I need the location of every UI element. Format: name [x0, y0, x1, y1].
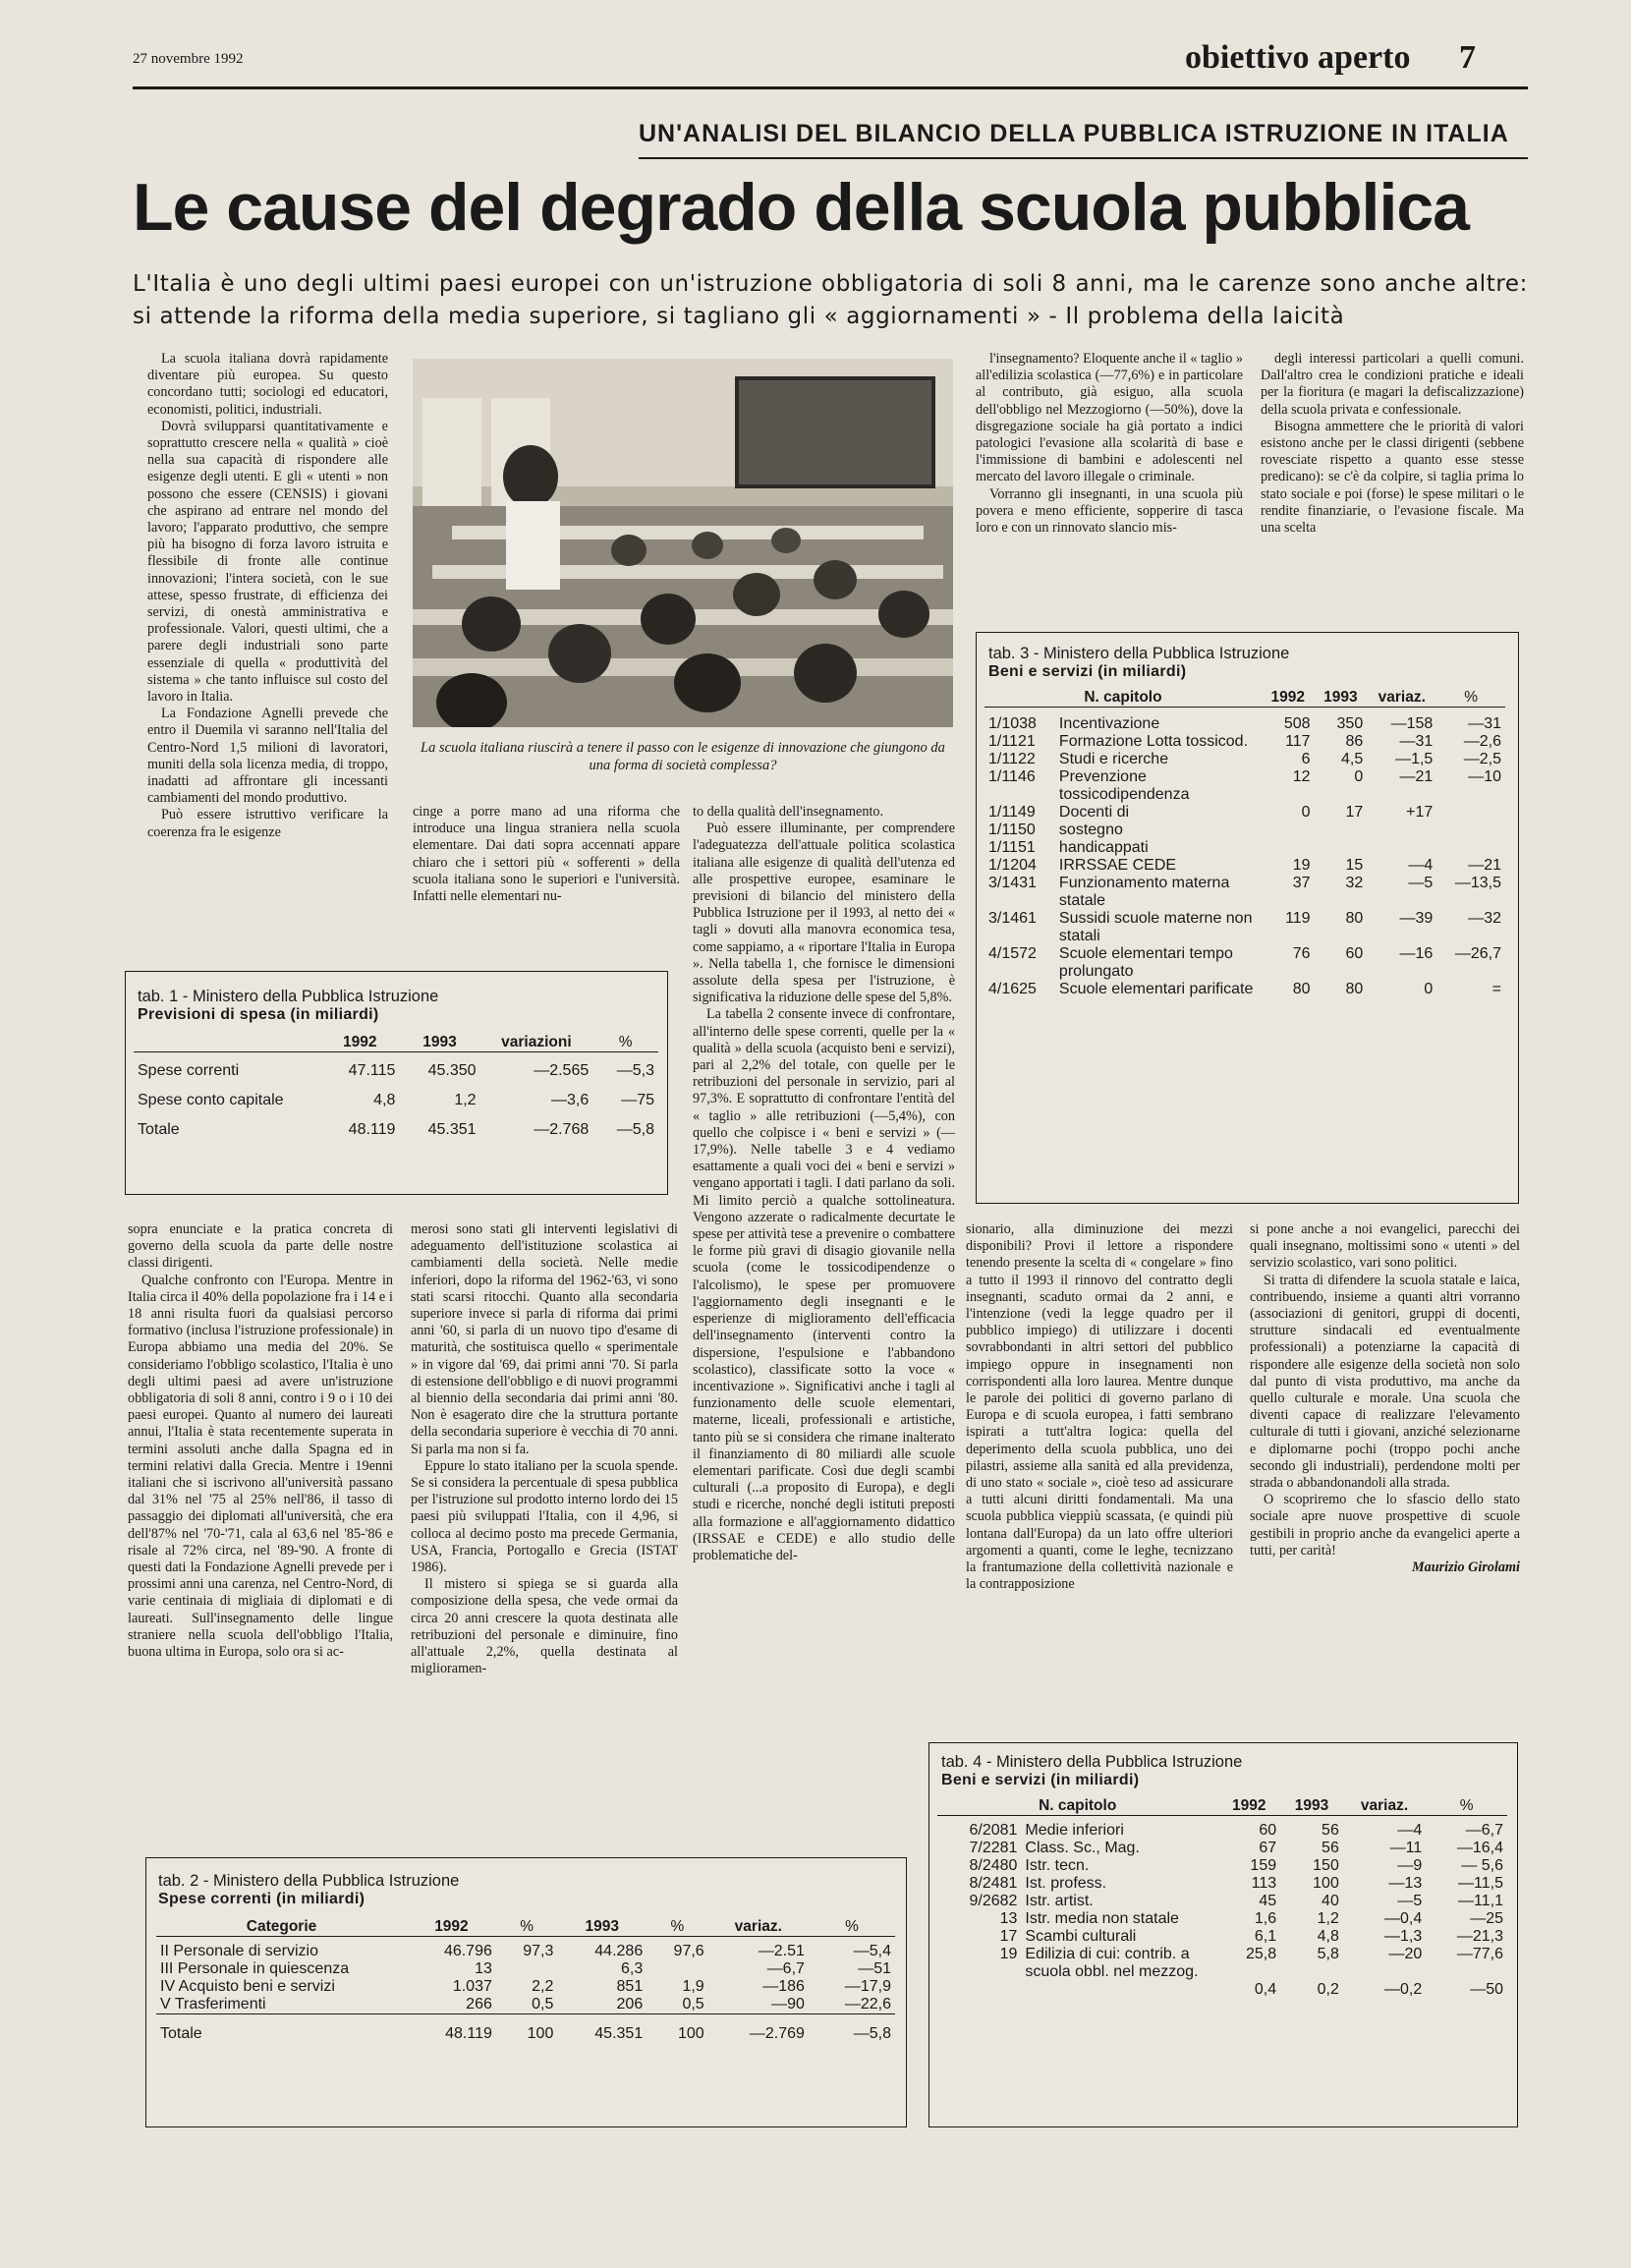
classroom-image: [413, 359, 953, 727]
table-row: Spese conto capitale 4,8 1,2 —3,6 —75: [138, 1091, 654, 1108]
col-header: %: [1464, 689, 1479, 706]
table-row: 1/1151 handicappati: [988, 838, 1149, 856]
table-subtitle: Spese correnti (in miliardi): [158, 1891, 366, 1907]
table-3-grid: [984, 689, 1505, 998]
table-row: 9/2682 Istr. artist. 45 40 —5 —11,1: [969, 1892, 1503, 1909]
table-row: 8/2481 Ist. profess. 113 100 —13 —11,5: [969, 1874, 1503, 1892]
table-row: 3/1431 Funzionamento materna statale 37 32 —5 —13,5: [988, 874, 1501, 909]
text-column-5: [1261, 351, 1524, 604]
col-header: %: [1459, 1797, 1474, 1814]
table-row: 3/1461 Sussidi scuole materne non statali 119 80 —39 —32: [988, 909, 1501, 944]
table-row: 17 Scambi culturali 6,1 4,8 —1,3 —21,3: [999, 1927, 1503, 1945]
text-column-4: [976, 351, 1243, 604]
table-row: 0,4 0,2 —0,2 —50: [1254, 1980, 1503, 1998]
paragraph: cinge a porre mano ad una riforma che introduce una lingua straniera nella scuola elementare. Dai dati sopra accennati appare chiaro che i settori più « sofferenti » della scuola italiana sono le superiori e l'università. Infatti nelle elementari nu-: [413, 804, 680, 905]
col-header: 1993: [422, 1034, 457, 1050]
table-2: [145, 1857, 907, 2127]
paragraph: sopra enunciate e la pratica concreta di governo della scuola da parte delle nostre classi dirigenti.: [128, 1221, 393, 1272]
header-rule: [133, 86, 1528, 89]
col-header: %: [520, 1918, 534, 1935]
table-header-row: [937, 1797, 1507, 1816]
paragraph: Dovrà svilupparsi quantitativamente e soprattutto crescere nella « qualità » cioè nella sua capacità di rispondere alle esigenze degli utenti. E gli « utenti » non possono che essere (CENSIS) i giovani che aspirano ad entrare nel mondo del lavoro; l'apparato produttivo, che sempre più ha bisogno di forza lavoro istruita e flessibile di fronte alle continue innovazioni; l'intera società, con le sue attese, spesso frustrate, di efficienza dei servizi, di onestà amministrativa e professionale. Valori, questi ultimi, che a parere degli industriali sono parte essenziale di quella « produttività del sistema » che tanto influisce sul costo del lavoro in Italia.: [147, 418, 388, 706]
article-kicker: UN'ANALISI DEL BILANCIO DELLA PUBBLICA ISTRUZIONE IN ITALIA: [639, 120, 1509, 147]
kicker-rule: [639, 157, 1528, 159]
col-header: variazioni: [501, 1034, 572, 1050]
col-header: 1992: [1232, 1797, 1266, 1814]
page-number: 7: [1459, 39, 1476, 76]
table-3: [976, 632, 1519, 1204]
col-header: [134, 1034, 320, 1052]
paragraph: to della qualità dell'insegnamento.: [693, 804, 884, 820]
col-header: 1993: [1323, 689, 1358, 706]
photo-caption: La scuola italiana riuscirà a tenere il passo con le esigenze di innovazione che giungono da una forma di società complessa?: [421, 740, 945, 773]
paragraph: Qualche confronto con l'Europa. Mentre in Italia circa il 40% della popolazione fra i 14 e i 18 anni risulta fuori da qualsiasi percorso formativo (inclusa l'istruzione professionale) in Europa abbiamo una media del 20%. Se consideriamo l'obbligo scolastico, l'Italia è uno degli ultimi paesi ad avere un'istruzione obbligatoria di soli 8 anni, contro i 9 o i 10 dei paesi europei. Quanto al numero dei laureati annui, l'Italia è stata recentemente superata in termini assoluti anche dalla Spagna ed in termini relativi dalla Grecia. Mentre i 19enni italiani che si iscrivono all'università passano dal 31% nel '75 al 25% nell'86, il tasso di passaggio dei diplomati all'università, che era dell'87% nel '70-'71, cala al 63,6 nel '85-'86 e risale al 72% circa, nel '89-'90. A fronte di questi dati la Fondazione Agnelli prevede per i prossimi anni una carenza, nel Centro-Nord, di varie centinaia di migliaia di diplomati e di laureati. Sull'insegnamento delle lingue straniere nella scuola dell'obbligo l'Italia, buona ultima in Europa, solo ora si ac-: [128, 1272, 393, 1661]
paragraph: La Fondazione Agnelli prevede che entro il Duemila vi saranno nell'Italia del Centro-Nord 1,5 milioni di lavoratori, muniti della sola licenza media, di troppo, inadatti ad affrontare gli incessanti cambiamenti del mondo produttivo.: [147, 706, 388, 807]
table-title: tab. 3 - Ministero della Pubblica Istruzione: [988, 645, 1290, 662]
col-header: 1993: [1294, 1797, 1329, 1814]
text-column-5-lower: [1250, 1221, 1520, 1723]
table-row: 1/1121 Formazione Lotta tossicod. 117 86 —31 —2,6: [988, 732, 1501, 750]
col-header: 1992: [1270, 689, 1305, 706]
table-row: 1/1204 IRRSSAE CEDE 19 15 —4 —21: [988, 856, 1501, 874]
classroom-photo: [413, 359, 953, 727]
table-4-grid: [937, 1797, 1507, 1999]
table-row: 1/1149 Docenti di 0 17 +17: [988, 803, 1434, 821]
table-title: tab. 4 - Ministero della Pubblica Istruzione: [941, 1753, 1243, 1771]
paragraph: l'insegnamento? Eloquente anche il « taglio » all'edilizia scolastica (—77,6%) e in particolare al contributo, già esiguo, alla scuola dell'obbligo nel Mezzogiorno (—50%), dove la disgregazione sociale ha già portato a indici patologici l'evasione alla scolarità di base e l'immissione di bambini e adolescenti nel mercato del lavoro illegale o criminale.: [976, 351, 1243, 485]
table-row: 4/1625 Scuole elementari parificate 80 80 0 =: [988, 980, 1501, 997]
table-row: IV Acquisto beni e servizi 1.037 2,2 851 1,9 —186 —17,9: [160, 1977, 891, 1995]
text-column-4-lower: [966, 1221, 1233, 1723]
col-header: 1992: [434, 1918, 469, 1935]
table-1-grid: [134, 1034, 658, 1151]
table-subtitle: Beni e servizi (in miliardi): [941, 1772, 1140, 1788]
table-row: 4/1572 Scuole elementari tempo prolungato 76 60 —16 —26,7: [988, 944, 1501, 980]
col-header: variaz.: [734, 1918, 782, 1935]
author-byline: Maurizio Girolami: [1412, 1559, 1520, 1576]
article-subheadline: L'Italia è uno degli ultimi paesi europei con un'istruzione obbligatoria di soli 8 anni, ma le carenze sono anche altre: si attende la riforma della media superiore, si tagliano gli « aggiornamenti » - Il problema della laicità: [133, 271, 1528, 329]
table-row: Totale 48.119 100 45.351 100 —2.769 —5,8: [160, 2025, 891, 2042]
col-header: %: [618, 1034, 633, 1050]
col-header: %: [670, 1918, 685, 1935]
table-row: 7/2281 Class. Sc., Mag. 67 56 —11 —16,4: [969, 1839, 1503, 1856]
text-column-1: [147, 351, 388, 967]
table-row: II Personale di servizio 46.796 97,3 44.286 97,6 —2.51 —5,4: [160, 1942, 891, 1959]
paragraph: O scopriremo che lo sfascio dello stato sociale apre nuove prospettive di scuole gestibili in proprio anche da evangelici aperte a tutti, per carità!: [1250, 1492, 1520, 1559]
col-header: N. capitolo: [1039, 1797, 1117, 1814]
table-title: tab. 1 - Ministero della Pubblica Istruzione: [138, 988, 439, 1005]
table-row: 1/1122 Studi e ricerche 6 4,5 —1,5 —2,5: [988, 750, 1501, 767]
table-title: tab. 2 - Ministero della Pubblica Istruzione: [158, 1872, 460, 1890]
table-4: [928, 1742, 1518, 2127]
paragraph: Vorranno gli insegnanti, in una scuola più povera e meno efficiente, sopperire di tasca loro e con un rinnovato slancio mis-: [976, 485, 1243, 537]
col-header: variaz.: [1360, 1797, 1409, 1814]
table-header-row: [984, 689, 1505, 708]
table-row: III Personale in quiescenza 13 6,3 —6,7 —51: [160, 1959, 891, 1977]
paragraph: Si tratta di difendere la scuola statale e laica, contribuendo, insieme a quanti altri vorranno (associazioni di genitori, gruppi di docenti, strutture sindacali ed eventualmente professionali) a potenziarne la capacità di rispondere alle esigenze della società non solo dal punto di vista produttivo, ma anche da quello culturale e morale. Una scuola che diventi capace di realizzare l'elevamento culturale di tutti i giovani, anziché selezionarne e diplomarne pochi (troppo pochi anche secondo gli industriali), perdendone molti per strada o abbandonandoli alla strada.: [1250, 1272, 1520, 1492]
table-row: 13 Istr. media non statale 1,6 1,2 —0,4 —25: [999, 1909, 1503, 1927]
text-column-2-lower: [411, 1221, 678, 1779]
text-column-1-lower: [128, 1221, 393, 1779]
table-row: 8/2480 Istr. tecn. 159 150 —9 — 5,6: [969, 1856, 1503, 1874]
article-headline: Le cause del degrado della scuola pubblica: [133, 170, 1469, 245]
table-header-row: [156, 1918, 895, 1937]
col-header: variaz.: [1378, 689, 1426, 706]
table-row: Totale 48.119 45.351 —2.768 —5,8: [138, 1120, 654, 1138]
col-header: N. capitolo: [1084, 689, 1162, 706]
issue-date: 27 novembre 1992: [133, 51, 244, 67]
paragraph: Può essere istruttivo verificare la coerenza fra le esigenze: [147, 807, 388, 840]
paragraph: degli interessi particolari a quelli comuni. Dall'altro crea le condizioni pratiche e ideali per la fioritura (e magari la defiscalizzazione) della scuola privata e confessionale.: [1261, 351, 1524, 418]
table-row: 1/1150 sostegno: [988, 821, 1123, 838]
table-row: 6/2081 Medie inferiori 60 56 —4 —6,7: [969, 1821, 1503, 1839]
paragraph: Può essere illuminante, per comprendere l'adeguatezza dell'attuale politica scolastica italiana alle esigenze di qualità dell'utenza ed alle prospettive europee, esaminare le previsioni di bilancio del ministero della Pubblica Istruzione per il 1993, al netto dei « tagli » dovuti alla manovra economica tesa, come sappiamo, a « riportare l'Italia in Europa ». Nella tabella 1, che fornisce le dimensioni assolute della spesa per l'istruzione, è significativa la riduzione delle spese del 5,8%.: [693, 821, 955, 1006]
table-row: 1/1038 Incentivazione 508 350 —158 —31: [988, 714, 1501, 732]
table-subtitle: Previsioni di spesa (in miliardi): [138, 1006, 379, 1023]
paragraph: Il mistero si spiega se si guarda alla composizione della spesa, che vede ormai da circa 20 anni crescere la quota destinata alle retribuzioni del personale e diminuire, fino all'attuale 2,2%, quella destinata al miglioramen-: [411, 1576, 678, 1677]
paragraph: merosi sono stati gli interventi legislativi di adeguamento dell'istituzione scolastica ai cambiamenti della società. Nelle medie inferiori, dopo la riforma del 1962-'63, vi sono stati scarsi ritocchi. Quanto alla secondaria superiore invece si parla di riforma dai primi anni '60, si parla di un nuovo tipo d'esame di maturità, che sostituisca quello « sperimentale » in vigore dal '69, dai primi anni '70. Si parla di estensione dell'obbligo e di nuovi programmi al biennio della secondaria dai primi anni '80. Non è esagerato dire che la struttura portante della secondaria superiore è vecchia di 70 anni. Si parla ma non si fa.: [411, 1221, 678, 1457]
table-2-grid: [156, 1918, 895, 2043]
table-row: Spese correnti 47.115 45.350 —2.565 —5,3: [138, 1061, 654, 1079]
paragraph: Eppure lo stato italiano per la scuola spende. Se si considera la percentuale di spesa pubblica per l'istruzione sul prodotto interno lordo dei 15 paesi più sviluppati l'Italia, con il 4,96, si colloca al decimo posto ma precede Germania, USA, Francia, Portogallo e Grecia (ISTAT 1986).: [411, 1457, 678, 1576]
paragraph: sionario, alla diminuzione dei mezzi disponibili? Provi il lettore a rispondere tenendo presente la scelta di « congelare » fino a tutto il 1993 il rinnovo del contratto degli insegnanti, scaduto ormai da 2 anni, e l'intenzione (vedi la legge quadro per il pubblico impiego) di utilizzare i docenti sovrabbondanti in altri settori del pubblico impiego oppure in insegnamenti non corrispondenti alla loro laurea. Mentre dunque le parole dei politici di governo parlano di Europa e di scuola europea, i fatti sembrano ispirati a tutt'altra logica: quella del deperimento della scuola pubblica, uno dei pilastri, assieme alla sanità ed alla previdenza, di uno stato « sociale », cioè teso ad assicurare a tutti alcuni diritti fondamentali. Ma una scuola pubblica vieppiù scassata, (e quindi più lontana dall'Europa) da un lato offre ulteriori argomenti a quanti, come le leghe, tecnizzano la frantumazione della collettività nazionale e la contrapposizione: [966, 1221, 1233, 1593]
col-header: 1992: [342, 1034, 377, 1050]
publication-name: obiettivo aperto: [1185, 39, 1411, 76]
table-row: V Trasferimenti 266 0,5 206 0,5 —90 —22,6: [156, 1996, 895, 2014]
col-header: %: [845, 1918, 859, 1935]
text-column-3: [693, 804, 955, 1806]
table-header-row: [134, 1034, 658, 1052]
paragraph: La scuola italiana dovrà rapidamente diventare più europea. Su questo concordano tutti; sociologi ed educatori, economisti, politici, industriali.: [147, 351, 388, 418]
col-header: 1993: [585, 1918, 620, 1935]
text-column-2: [413, 804, 680, 949]
paragraph: si pone anche a noi evangelici, parecchi dei quali insegnano, moltissimi sono « utenti » del servizio scolastico, vari sono politici.: [1250, 1221, 1520, 1272]
table-subtitle: Beni e servizi (in miliardi): [988, 663, 1187, 680]
table-row: 1/1146 Prevenzione tossicodipendenza 12 0 —21 —10: [988, 767, 1501, 803]
paragraph: La tabella 2 consente invece di confrontare, all'interno delle spese correnti, quelle per la « qualità » della scuola (acquisto beni e servizi), pari al 2,2% del totale, con quelle per le retribuzioni del personale in servizio, pari al 97,3%. E soprattutto di confrontare l'entità del « taglio » alle retribuzioni (—5,4%), con quello che colpisce i « beni e servizi » (—17,9%). Nelle tabelle 3 e 4 vediamo esattamente a quali voci dei « beni e servizi » vengano apportati i tagli. I dati parlano da soli. Mi limito perciò a qualche sottolineatura. Vengono azzerate o radicalmente decurtate le spese per attività tese a prevenire o combattere le forme più gravi di disagio giovanile nella scuola (come le tossicodipendenze o l'alcolismo), le spese per promuovere l'aggiornamento degli insegnanti e le esperienze di miglioramento dell'efficacia dell'insegnamento (interventi contro la dispersione, l'espulsione e l'abbandono scolastico), classificate sotto la voce « incentivazione ». Significativi anche i tagli al funzionamento delle scuole elementari, materne, liceali, professionali e artistiche, tanto più se si considera che rimane inalterato il finanziamento di 80 miliardi alle scuole elementari parificate. Così due degli scambi culturali (...a proposito di Europa), e degli studi e ricerche, nonché degli istituti preposti alla formazione e all'aggiornamento didattico (IRSSAE e CEDE) e allo studio delle problematiche del-: [693, 1006, 955, 1563]
paragraph: Bisogna ammettere che le priorità di valori esistono anche per le classi dirigenti (sebbene rovesciate rispetto a quanto esse stesse predicano): se c'è da colpire, si taglia prima lo stato sociale e poi (forse) le spese militari o le rendite finanziarie, o l'evasione fiscale. Ma una scelta: [1261, 418, 1524, 537]
table-1: [125, 971, 668, 1195]
table-row: 19 Edilizia di cui: contrib. a scuola obbl. nel mezzog. 25,8 5,8 —20 —77,6: [999, 1945, 1503, 1980]
col-header: Categorie: [246, 1918, 317, 1935]
